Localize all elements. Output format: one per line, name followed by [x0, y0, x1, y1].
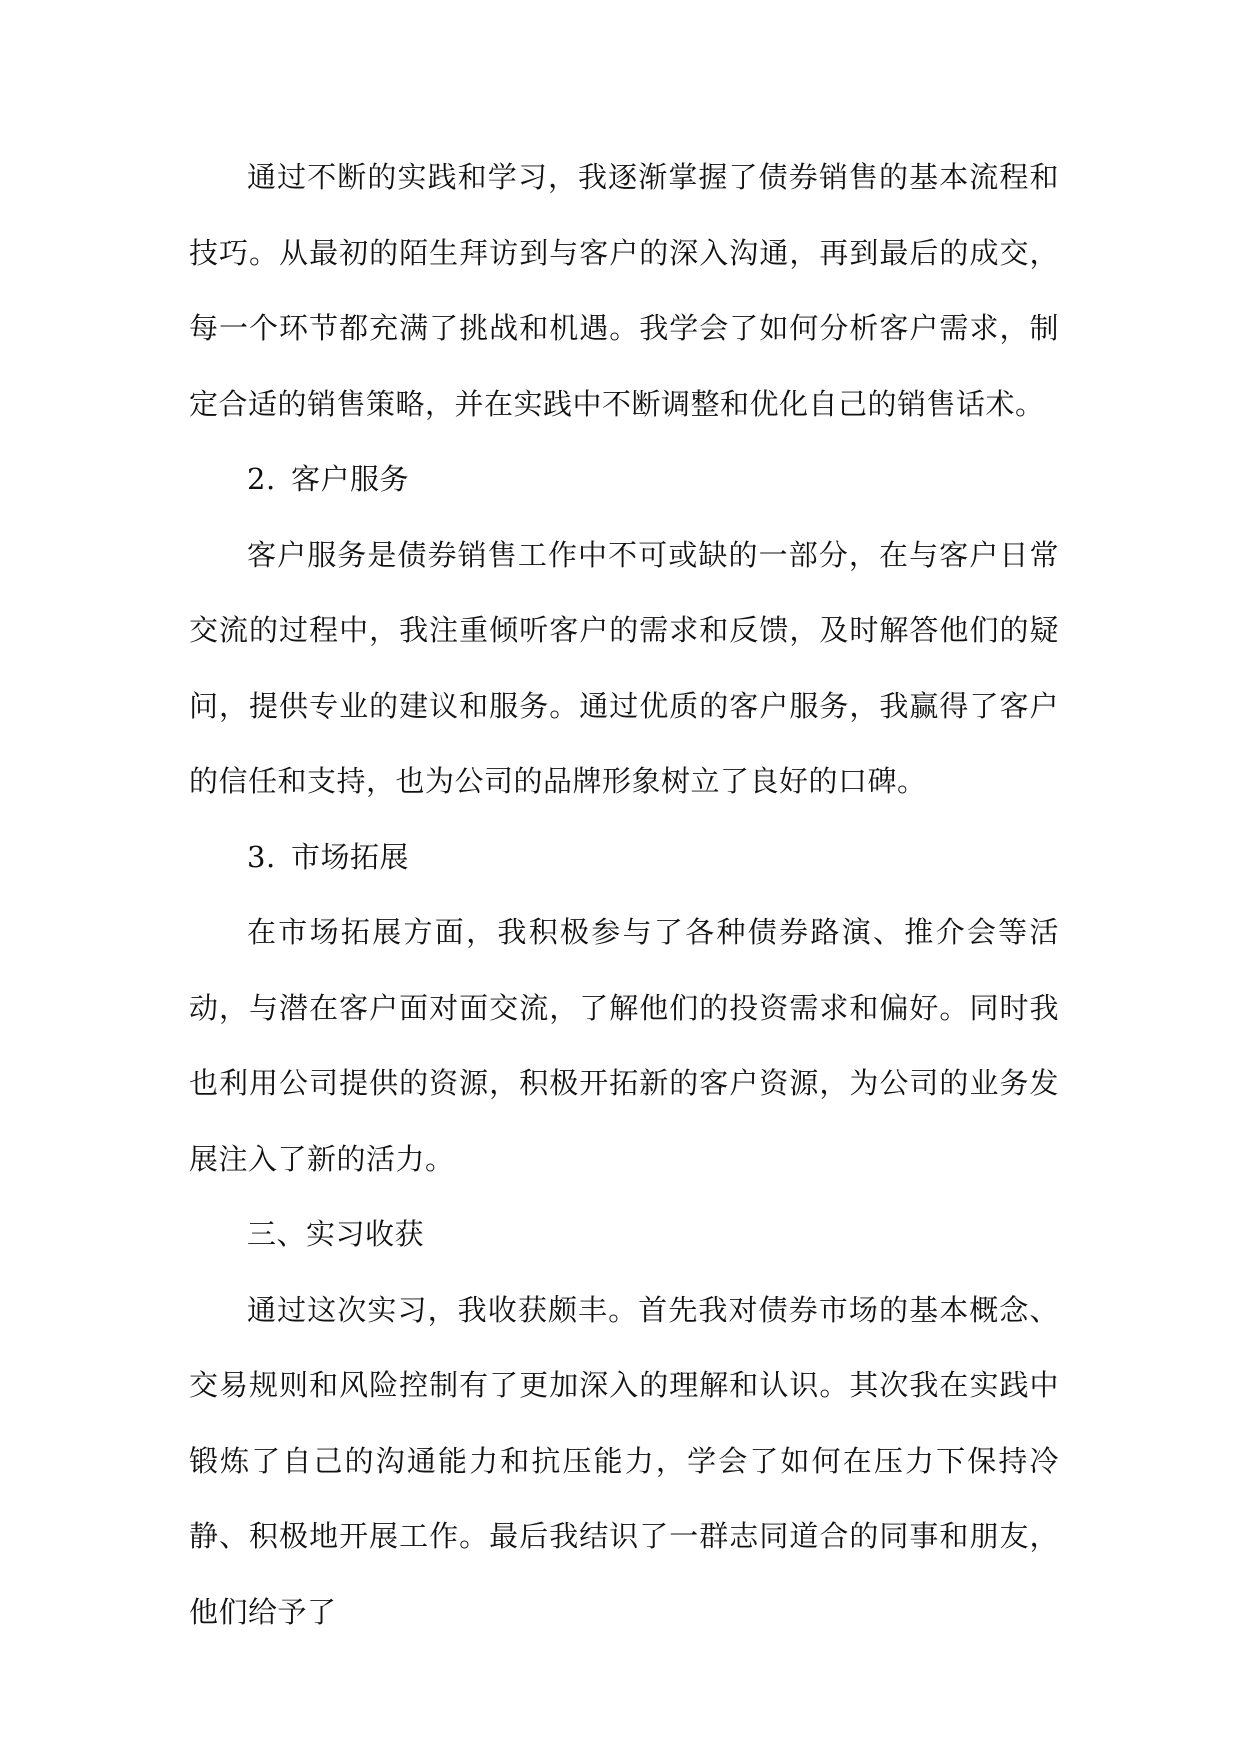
paragraph-customer-service: 客户服务是债券销售工作中不可或缺的一部分，在与客户日常交流的过程中，我注重倾听客户的需求和反馈，及时解答他们的疑问，提供专业的建议和服务。通过优质的客户服务，我赢得了客户的信任和支持，也为公司的品牌形象树立了良好的口碑。 [189, 537, 1059, 798]
paragraph-internship-gains: 通过这次实习，我收获颇丰。首先我对债券市场的基本概念、交易规则和风险控制有了更加深入的理解和认识。其次我在实践中锻炼了自己的沟通能力和抗压能力，学会了如何在压力下保持冷静、积极地开展工作。最后我结识了一群志同道合的同事和朋友，他们给予了 [189, 1292, 1059, 1629]
section-title: 三、实习收获 [247, 1217, 425, 1251]
section-heading-customer-service [189, 442, 1059, 518]
section-title: 客户服务 [291, 462, 410, 496]
section-heading-market-expansion [189, 820, 1059, 896]
section-heading-internship-gains [189, 1197, 1059, 1273]
paragraph-market-expansion: 在市场拓展方面，我积极参与了各种债券路演、推介会等活动，与潜在客户面对面交流，了解他们的投资需求和偏好。同时我也利用公司提供的资源，积极开拓新的客户资源，为公司的业务发展注入了新的活力。 [189, 915, 1059, 1176]
section-number: 2. [247, 462, 276, 496]
document-body [189, 140, 1059, 1650]
paragraph-sales-skills: 通过不断的实践和学习，我逐渐掌握了债券销售的基本流程和技巧。从最初的陌生拜访到与客户的深入沟通，再到最后的成交，每一个环节都充满了挑战和机遇。我学会了如何分析客户需求，制定合适的销售策略，并在实践中不断调整和优化自己的销售话术。 [189, 160, 1059, 421]
section-number: 3. [247, 839, 276, 874]
section-title: 市场拓展 [291, 839, 410, 874]
